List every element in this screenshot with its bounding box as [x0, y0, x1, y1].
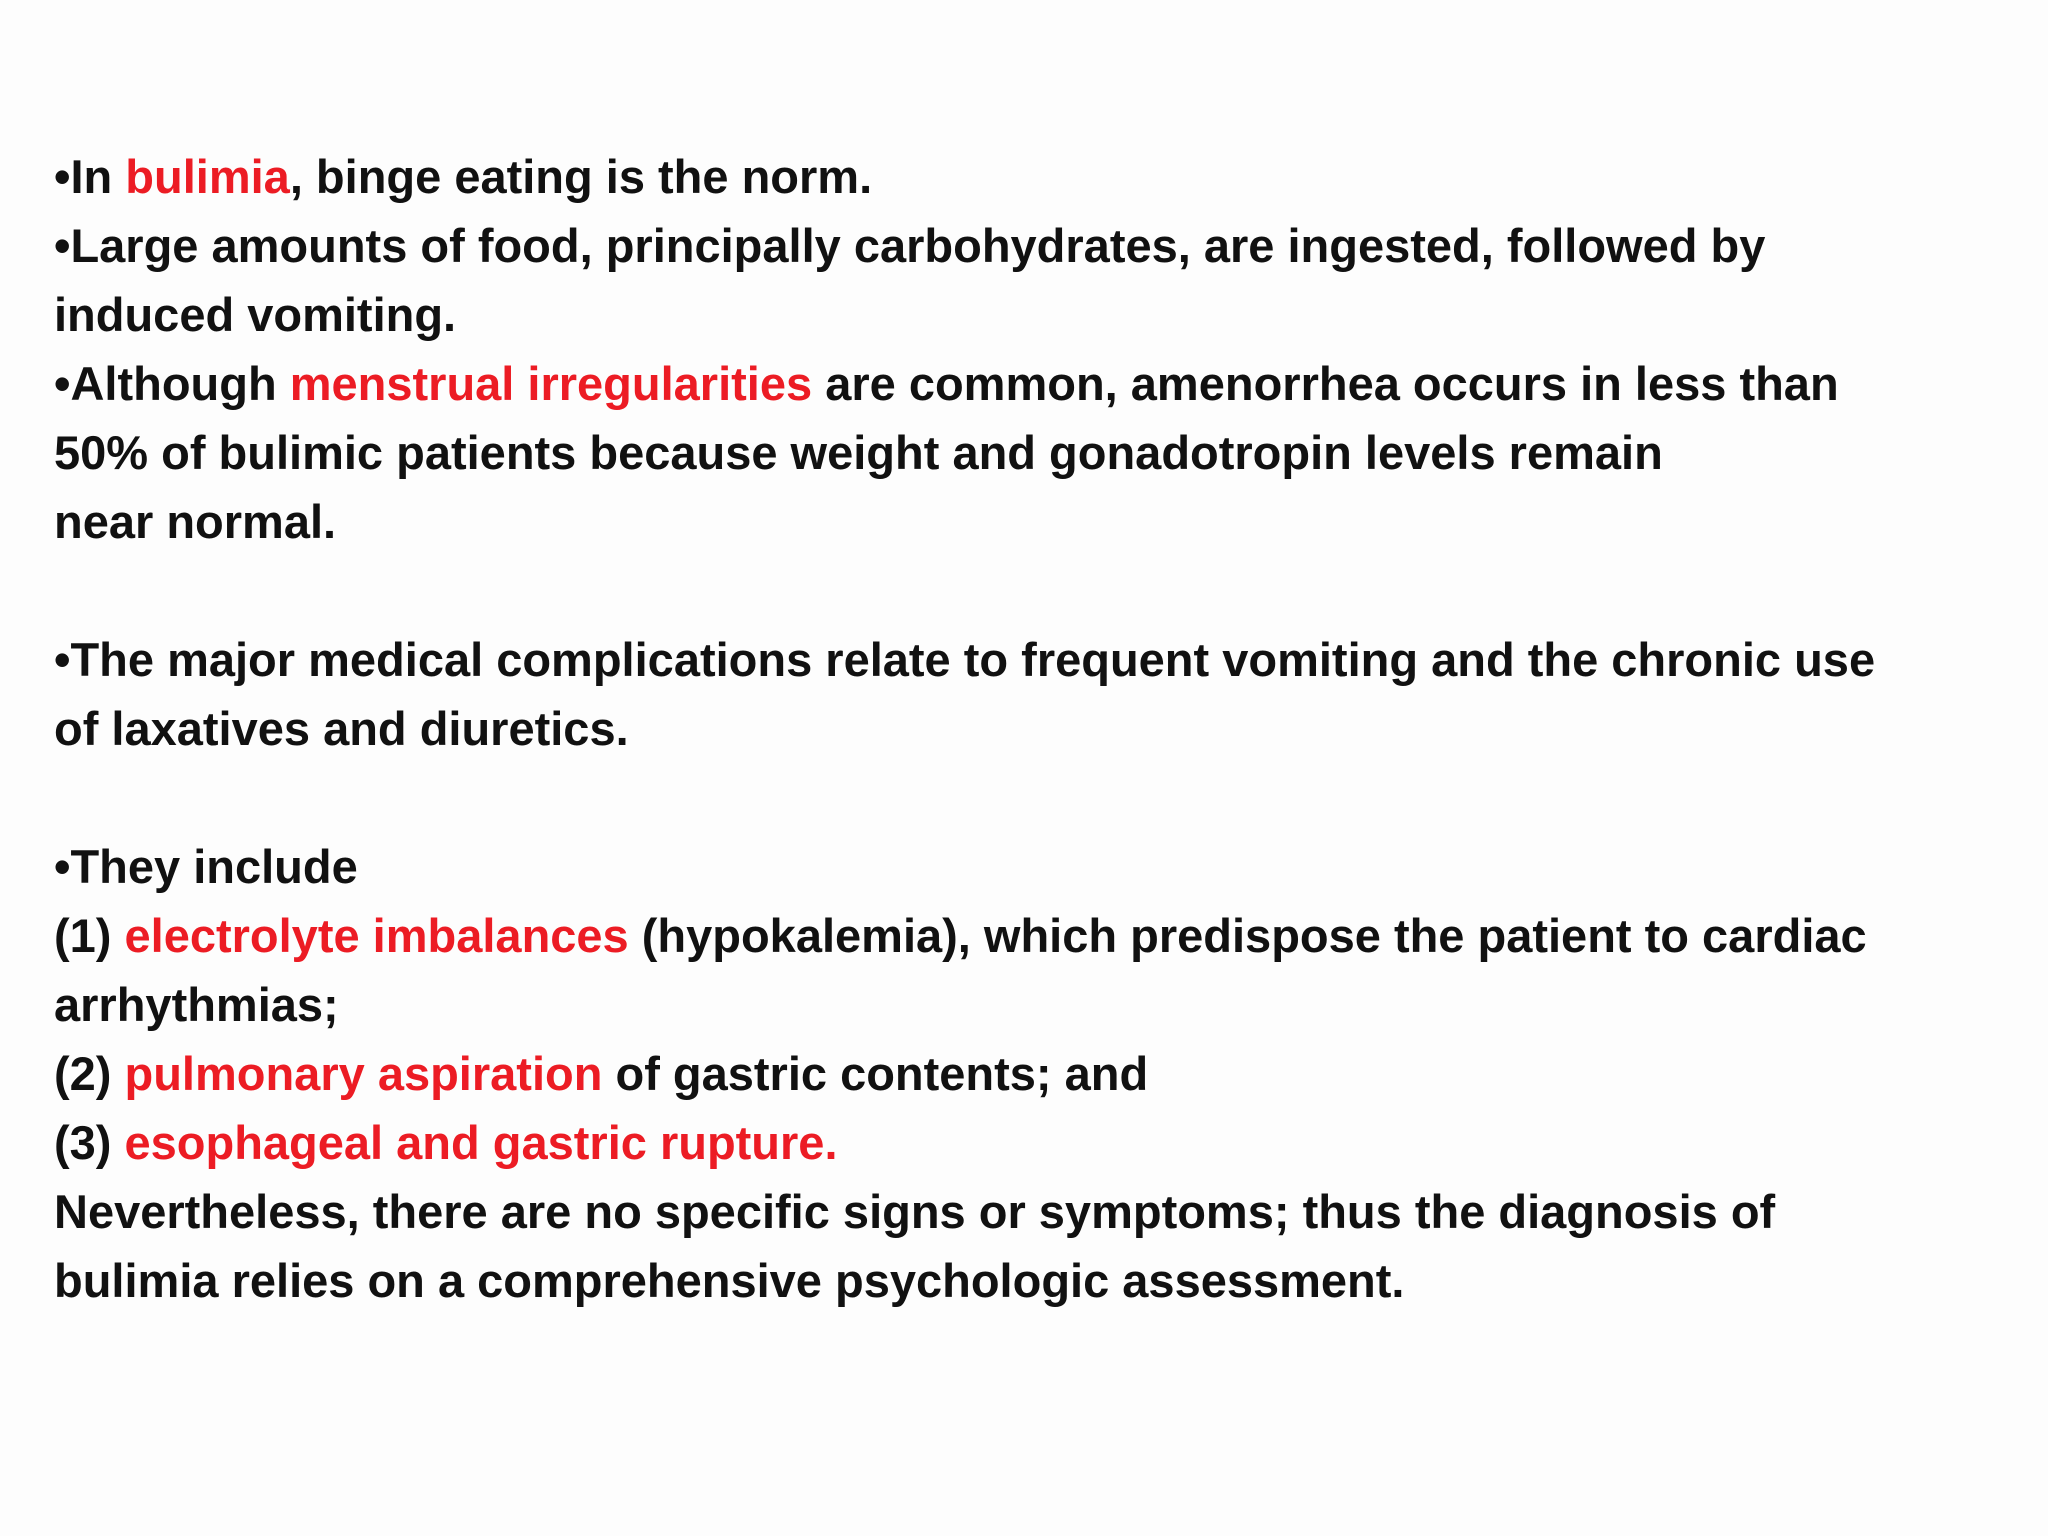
item1-highlight: electrolyte imbalances	[124, 909, 629, 962]
conclusion-line1: Nevertheless, there are no specific signs or symptoms; thus the diagnosis of	[54, 1185, 1776, 1238]
bullet-they-include: •They include	[54, 840, 358, 893]
bullet-menstrual-line2: 50% of bulimic patients because weight and gonadotropin levels remain	[54, 426, 1663, 479]
paragraph-gap	[54, 556, 2024, 625]
list-item-1-line1	[54, 901, 2024, 970]
bullet-menstrual-line3: near normal.	[54, 495, 337, 548]
item2-suffix: of gastric contents; and	[602, 1047, 1149, 1100]
item3-highlight: esophageal and gastric rupture.	[124, 1116, 838, 1169]
bullet-large-amounts-line1: •Large amounts of food, principally carbohydrates, are ingested, followed by	[54, 219, 1766, 272]
bullet1-highlight: bulimia	[125, 150, 290, 203]
bullet1-suffix: , binge eating is the norm.	[289, 150, 873, 203]
bullet-bulimia-norm	[54, 142, 2024, 211]
item1-number: (1)	[54, 909, 125, 962]
item2-number: (2)	[54, 1047, 125, 1100]
bullet3-highlight: menstrual irregularities	[289, 357, 813, 410]
bullet3-prefix: •Although	[54, 357, 290, 410]
item2-highlight: pulmonary aspiration	[124, 1047, 603, 1100]
conclusion-line2: bulimia relies on a comprehensive psychologic assessment.	[54, 1254, 1405, 1307]
bullet-complications-line1: •The major medical complications relate to frequent vomiting and the chronic use	[54, 633, 1876, 686]
bullet-large-amounts-line2: induced vomiting.	[54, 288, 457, 341]
list-item-2	[54, 1039, 2024, 1108]
list-item-3	[54, 1108, 2024, 1177]
slide-body	[54, 142, 2024, 1315]
item1-suffix: (hypokalemia), which predispose the patient to cardiac	[628, 909, 1867, 962]
bullet-complications-line2: of laxatives and diuretics.	[54, 702, 629, 755]
bullet3-suffix: are common, amenorrhea occurs in less than	[812, 357, 1839, 410]
item3-number: (3)	[54, 1116, 125, 1169]
list-item-1-line2: arrhythmias;	[54, 978, 339, 1031]
bullet1-prefix: •In	[54, 150, 126, 203]
paragraph-gap	[54, 763, 2024, 832]
bullet-menstrual-line1	[54, 349, 2024, 418]
